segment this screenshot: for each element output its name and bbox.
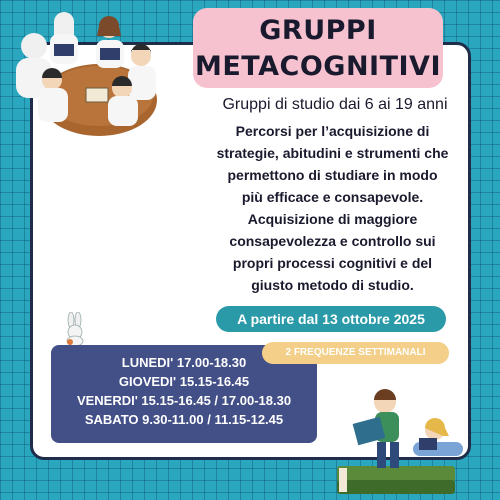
description — [185, 120, 480, 296]
schedule-line: VENERDI' 15.15-16.45 / 17.00-18.30 — [76, 393, 292, 408]
description-line: giusto metodo di studio. — [251, 277, 414, 293]
start-date-badge: A partire dal 13 ottobre 2025 — [216, 306, 446, 332]
bunny-icon — [62, 312, 88, 346]
description-line: strategie, abitudini e strumenti che — [216, 145, 449, 161]
page-title — [193, 8, 443, 88]
frequency-badge: 2 FREQUENZE SETTIMANALI — [262, 342, 449, 364]
description-line: consapevolezza e controllo sui — [229, 233, 436, 249]
title-line-1: GRUPPI — [259, 15, 377, 46]
reading-kids-illustration — [333, 388, 473, 496]
description-line: Acquisizione di maggiore — [247, 211, 418, 227]
subtitle: Gruppi di studio dai 6 ai 19 anni — [222, 96, 448, 113]
description-line: permettono di studiare in modo — [227, 167, 438, 183]
schedule-line: LUNEDI' 17.00-18.30 — [121, 355, 247, 370]
title-line-2: METACOGNITIVI — [194, 51, 441, 82]
schedule-line: GIOVEDI' 15.15-16.45 — [118, 374, 250, 389]
study-group-illustration — [4, 8, 164, 143]
description-line: più efficace e consapevole. — [241, 189, 424, 205]
description-line: propri processi cognitivi e del — [232, 255, 433, 271]
description-line: Percorsi per l’acquisizione di — [235, 123, 430, 139]
schedule-line: SABATO 9.30-11.00 / 11.15-12.45 — [84, 412, 284, 427]
